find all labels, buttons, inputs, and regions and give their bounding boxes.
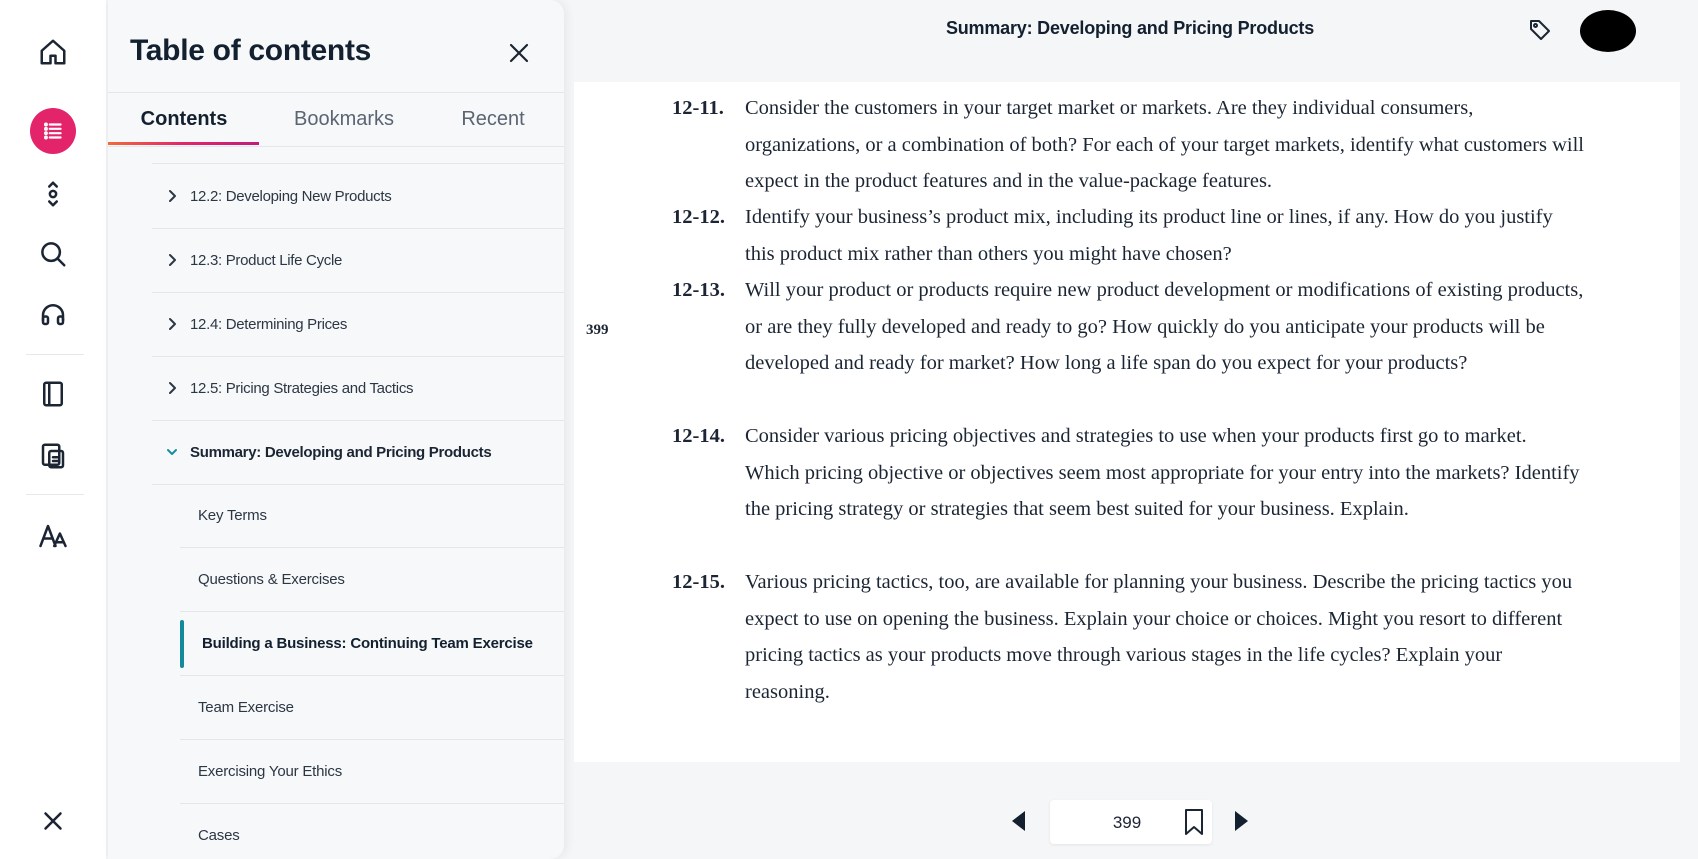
previous-page-icon[interactable] xyxy=(1006,808,1032,834)
page-number-input[interactable] xyxy=(1060,810,1194,836)
question-text: Will your product or products require new product development or modifications of existing products, or are they fully developed and ready to go? How quickly do you anticipate your products will be developed and ready for market? How long a life span do you expect for your products? xyxy=(745,279,1584,374)
question-number: 12-15. xyxy=(672,571,725,593)
toc-item-label: 12.3: Product Life Cycle xyxy=(190,251,343,269)
question-text: Consider the customers in your target market or markets. Are they individual consumers, organizations, or a combination of both? For each of your target markets, identify what customers will expect in the product features and in the value-package features. xyxy=(745,97,1584,192)
question-number: 12-11. xyxy=(672,97,724,119)
tab-bookmarks[interactable]: Bookmarks xyxy=(293,108,395,130)
expand-collapse-icon[interactable] xyxy=(25,170,81,218)
divider xyxy=(108,92,564,93)
chevron-right-icon xyxy=(162,314,182,334)
toc-item-label: Summary: Developing and Pricing Products xyxy=(190,443,492,461)
divider xyxy=(108,146,564,147)
rail-divider xyxy=(26,494,84,495)
chevron-right-icon xyxy=(162,250,182,270)
toc-item-developing-new-products[interactable] xyxy=(152,164,564,229)
toc-item-label: 12.5: Pricing Strategies and Tactics xyxy=(190,379,414,397)
search-icon[interactable] xyxy=(25,230,81,278)
page-number-marker: 399 xyxy=(586,322,609,338)
tab-contents[interactable]: Contents xyxy=(140,108,228,130)
question-text: Various pricing tactics, too, are available for planning your business. Describe the pricing tactics you expect to use on opening the business. Explain your choice or choices. Might you resort to different pricing tactics as your products move through various stages in the life cycles? Explain your reasoning. xyxy=(745,571,1573,703)
toc-title: Table of contents xyxy=(130,34,372,67)
question-text: Identify your business’s product mix, including its product line or lines, if any. How do you justify this product mix rather than others you might have chosen? xyxy=(745,206,1553,265)
question-number: 12-12. xyxy=(672,206,725,228)
question-number: 12-13. xyxy=(672,279,725,301)
active-tab-indicator xyxy=(108,142,259,145)
question-text: Consider various pricing objectives and strategies to use when your products first go to market. Which pricing objective or objectives seem most appropriate for your entry into the markets? Identify the pricing strategy or strategies that seem best suited for your business. Explain. xyxy=(745,425,1580,520)
toc-item-summary[interactable] xyxy=(152,420,564,485)
toc-close-icon[interactable] xyxy=(504,38,534,68)
toc-sub-building-a-business[interactable]: Building a Business: Continuing Team Exercise xyxy=(180,612,564,676)
toc-item-label: 12.2: Developing New Products xyxy=(190,187,392,205)
tab-recent[interactable]: Recent xyxy=(461,108,525,130)
table-of-contents-panel xyxy=(108,0,564,859)
toc-sub-exercising-your-ethics[interactable]: Exercising Your Ethics xyxy=(180,740,564,804)
chapter-title: Summary: Developing and Pricing Products xyxy=(945,18,1315,38)
notebook-icon[interactable] xyxy=(25,370,81,418)
bookmark-icon[interactable] xyxy=(1182,808,1208,836)
toc-sub-questions-exercises[interactable]: Questions & Exercises xyxy=(180,548,564,612)
question-number: 12-14. xyxy=(672,425,725,447)
toc-sub-key-terms[interactable]: Key Terms xyxy=(180,484,564,548)
icon-rail xyxy=(0,0,106,859)
toc-sub-team-exercise[interactable]: Team Exercise xyxy=(180,676,564,740)
chevron-right-icon xyxy=(162,378,182,398)
chevron-down-icon xyxy=(162,442,182,462)
toc-item-pricing-strategies[interactable] xyxy=(152,356,564,421)
close-icon[interactable] xyxy=(25,797,81,845)
toc-item-determining-prices[interactable] xyxy=(152,292,564,357)
table-of-contents-icon[interactable] xyxy=(30,108,76,154)
toc-sub-cases[interactable]: Cases xyxy=(180,804,564,859)
flashcards-icon[interactable] xyxy=(25,432,81,480)
avatar[interactable] xyxy=(1580,10,1636,52)
font-settings-icon[interactable] xyxy=(25,512,81,560)
tag-icon[interactable] xyxy=(1528,18,1556,46)
chevron-right-icon xyxy=(162,186,182,206)
headphones-icon[interactable] xyxy=(25,290,81,338)
rail-divider xyxy=(26,354,84,355)
home-icon[interactable] xyxy=(25,28,81,76)
next-page-icon[interactable] xyxy=(1228,808,1254,834)
toc-item-label: 12.4: Determining Prices xyxy=(190,315,348,333)
toc-item-product-life-cycle[interactable] xyxy=(152,228,564,293)
